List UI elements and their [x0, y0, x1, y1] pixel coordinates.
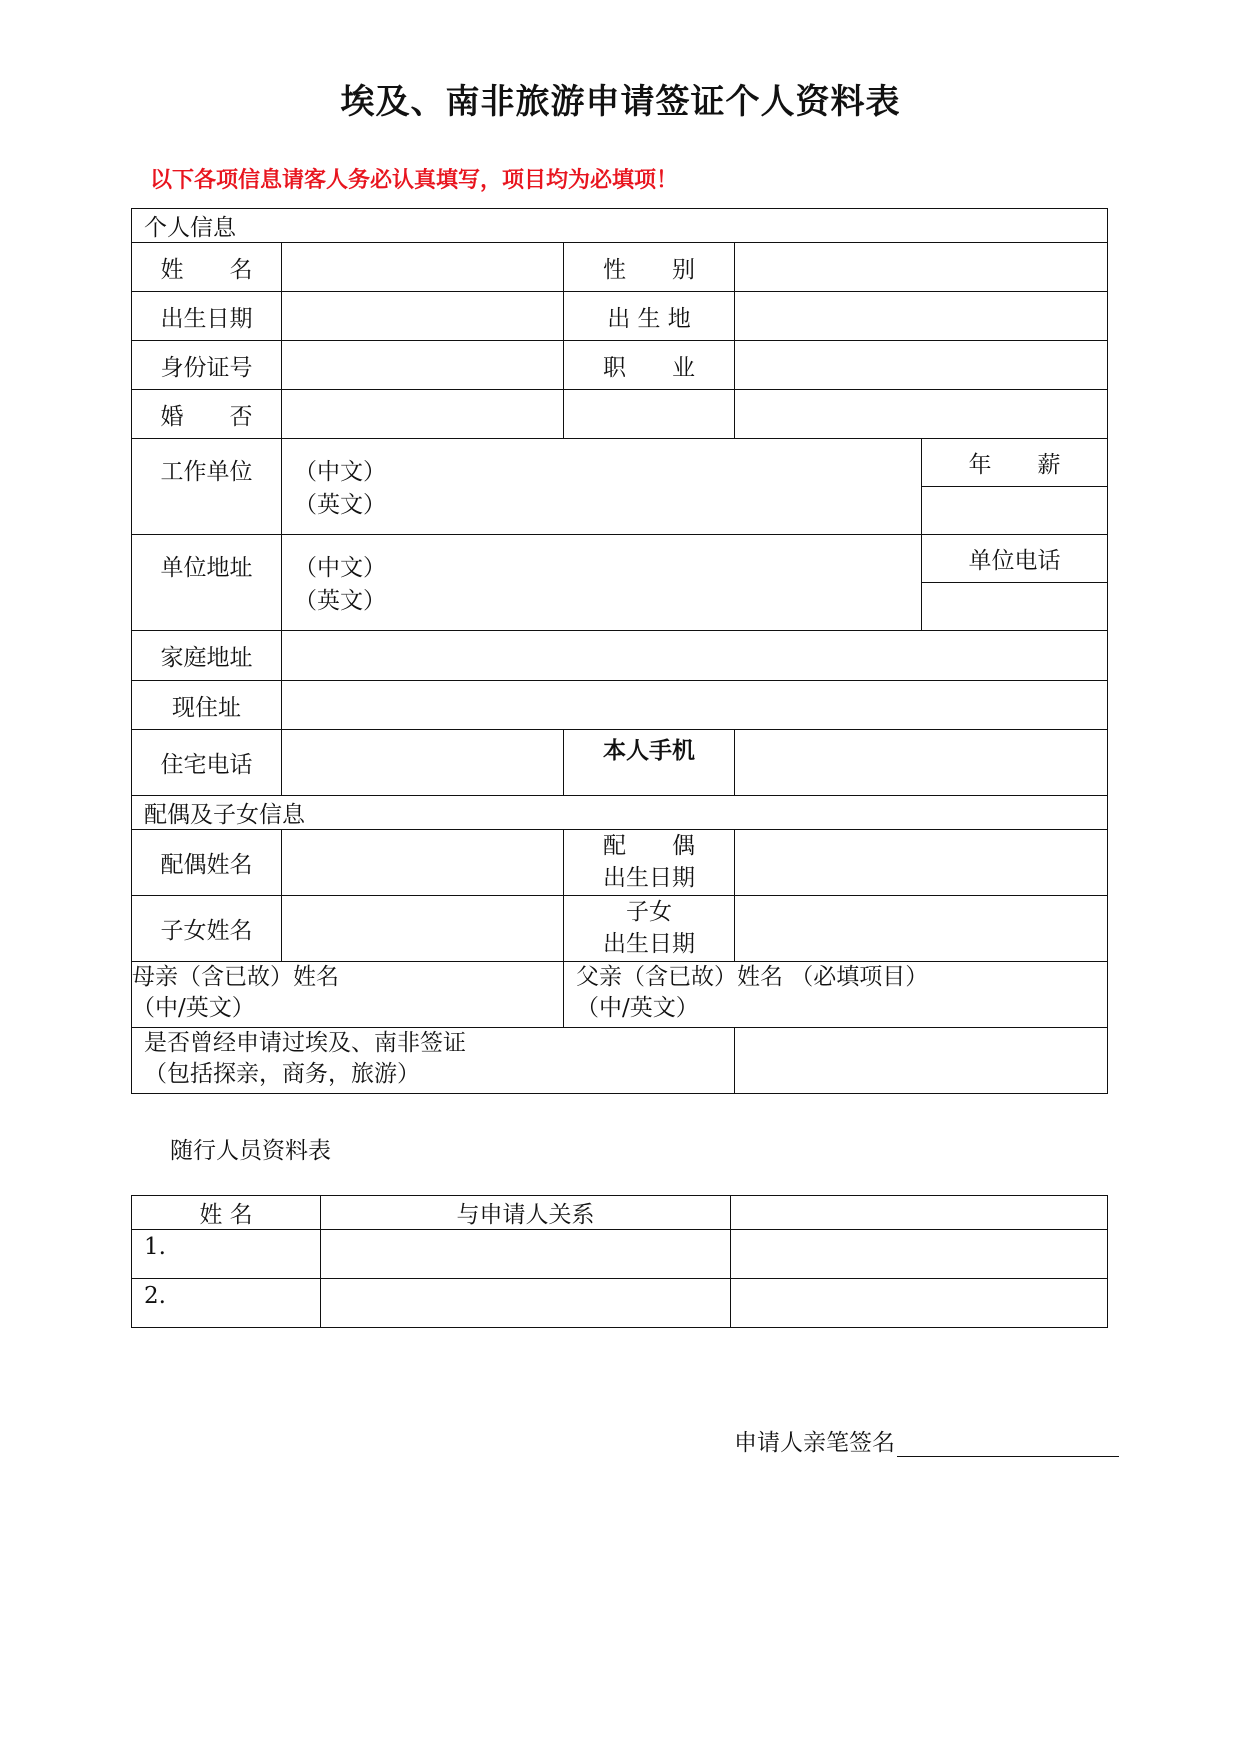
- spouse-name-field[interactable]: [282, 830, 564, 896]
- english-hint: （英文）: [294, 492, 386, 518]
- companion-row-number[interactable]: 1.: [132, 1230, 321, 1279]
- companion-extra-field[interactable]: [731, 1230, 1108, 1279]
- spouse-dob-label-line1: 配 偶: [603, 833, 695, 860]
- gender-label: 性 别: [564, 243, 735, 292]
- home-address-field[interactable]: [282, 631, 1108, 681]
- dob-field[interactable]: [282, 292, 564, 341]
- mother-name-label: 母亲（含已故）姓名: [132, 964, 339, 990]
- mother-name-hint: （中/英文）: [132, 995, 255, 1022]
- signature-area: [734, 1424, 1119, 1457]
- marital-status-label: 婚 否: [132, 390, 282, 439]
- prior-visa-label: 是否曾经申请过埃及、南非签证: [144, 1030, 466, 1056]
- child-dob-label-line2: 出生日期: [603, 930, 695, 957]
- home-phone-label: 住宅电话: [132, 730, 282, 796]
- employer-label: 工作单位: [132, 439, 282, 535]
- child-name-label: 子女姓名: [132, 896, 282, 962]
- companion-row-number[interactable]: 2.: [132, 1279, 321, 1328]
- prior-visa-hint: （包括探亲，商务，旅游）: [144, 1061, 420, 1088]
- companion-relation-field[interactable]: [321, 1230, 731, 1279]
- salary-label: 年 薪: [922, 439, 1108, 487]
- current-address-label: 现住址: [132, 681, 282, 730]
- father-name-field[interactable]: [564, 962, 1108, 1028]
- birthplace-field[interactable]: [735, 292, 1108, 341]
- blank-cell[interactable]: [564, 390, 735, 439]
- occupation-label: 职 业: [564, 341, 735, 390]
- work-address-field[interactable]: [282, 535, 922, 631]
- spouse-name-label: 配偶姓名: [132, 830, 282, 896]
- father-name-hint: （中/英文）: [576, 995, 699, 1022]
- signature-line[interactable]: [897, 1434, 1119, 1457]
- signature-label: 申请人亲笔签名: [734, 1430, 895, 1456]
- child-name-field[interactable]: [282, 896, 564, 962]
- child-dob-label-line1: 子女: [626, 899, 672, 926]
- occupation-field[interactable]: [735, 341, 1108, 390]
- work-phone-field[interactable]: [922, 583, 1108, 631]
- blank-cell[interactable]: [735, 390, 1108, 439]
- name-label: 姓 名: [132, 243, 282, 292]
- home-phone-field[interactable]: [282, 730, 564, 796]
- birthplace-label: 出 生 地: [564, 292, 735, 341]
- companion-table-caption: 随行人员资料表: [170, 1138, 331, 1164]
- companion-table: [131, 1195, 1108, 1328]
- mobile-label: 本人手机: [564, 730, 735, 796]
- english-hint: （英文）: [294, 588, 386, 614]
- home-address-label: 家庭地址: [132, 631, 282, 681]
- work-phone-label: 单位电话: [922, 535, 1108, 583]
- section-family-info: 配偶及子女信息: [132, 796, 1108, 830]
- current-address-field[interactable]: [282, 681, 1108, 730]
- mobile-field[interactable]: [735, 730, 1108, 796]
- gender-field[interactable]: [735, 243, 1108, 292]
- page-title: 埃及、南非旅游申请签证个人资料表: [340, 82, 901, 122]
- work-address-label: 单位地址: [132, 535, 282, 631]
- marital-status-field[interactable]: [282, 390, 564, 439]
- spouse-dob-label: [564, 830, 735, 896]
- id-number-field[interactable]: [282, 341, 564, 390]
- personal-info-table: [131, 208, 1108, 1094]
- companion-relation-header: 与申请人关系: [321, 1196, 731, 1230]
- chinese-hint: （中文）: [294, 555, 386, 581]
- name-field[interactable]: [282, 243, 564, 292]
- companion-relation-field[interactable]: [321, 1279, 731, 1328]
- section-personal-info: 个人信息: [132, 209, 1108, 243]
- prior-visa-question: [132, 1028, 735, 1094]
- spouse-dob-field[interactable]: [735, 830, 1108, 896]
- father-name-label: 父亲（含已故）姓名 （必填项目）: [576, 964, 929, 990]
- required-notice: 以下各项信息请客人务必认真填写，项目均为必填项！: [150, 168, 679, 193]
- mother-name-field[interactable]: [132, 962, 564, 1028]
- id-number-label: 身份证号: [132, 341, 282, 390]
- dob-label: 出生日期: [132, 292, 282, 341]
- spouse-dob-label-line2: 出生日期: [603, 864, 695, 891]
- companion-name-header: 姓 名: [132, 1196, 321, 1230]
- companion-extra-field[interactable]: [731, 1279, 1108, 1328]
- salary-field[interactable]: [922, 487, 1108, 535]
- employer-field[interactable]: [282, 439, 922, 535]
- companion-extra-header: [731, 1196, 1108, 1230]
- child-dob-field[interactable]: [735, 896, 1108, 962]
- chinese-hint: （中文）: [294, 459, 386, 485]
- prior-visa-field[interactable]: [735, 1028, 1108, 1094]
- child-dob-label: [564, 896, 735, 962]
